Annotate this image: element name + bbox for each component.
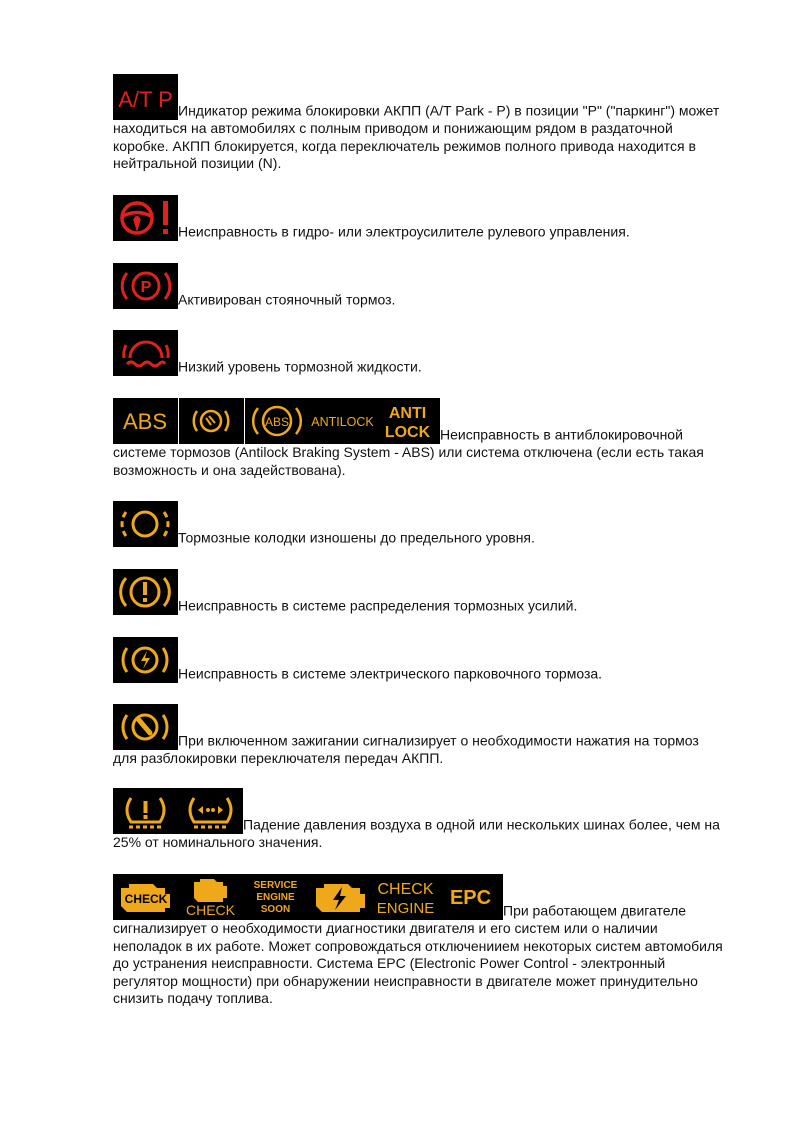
abs-skid-icon [179,398,244,444]
entry-text: Неисправность в системе электрического парковочного тормоза. [178,665,603,682]
tire-pressure-icon [113,788,178,834]
check-solid-label: CHECK [185,902,236,918]
entry-text: При работающем двигателе сигнализирует о необходимости диагностики двигателя и его систем или о наличии неполадок в их работе. Может сопровождаться отключениием некоторых систем автомобиля до устранения неисправности. Система EPC (Electronic Power Control - электронный регулятор мощности) при обнаружении неисправности в двигателе может принудительно снизить подачу топлива. [113,902,723,1006]
entry-brake-pads [113,501,725,547]
electric-parking-brake-icon [113,637,178,683]
entry-text: Неисправность в системе распределения тормозных усилий. [178,597,578,614]
engine-label: ENGINE [256,892,295,903]
entry-brake-distribution [113,569,725,615]
engine-text-label: ENGINE [376,900,435,917]
entry-text: Падение давления воздуха в одной или нескольких шинах более, чем на 25% от номинального значения. [113,816,720,850]
at-park-label: A/T P [118,87,173,112]
entry-at-park [113,74,725,173]
entry-brake-fluid [113,330,725,376]
lock-label: LOCK [384,424,431,441]
entry-parking-brake [113,263,725,309]
entry-text: При включенном зажигании сигнализирует о необходимости нажатия на тормоз для разблокировки переключателя передач АКПП. [113,732,699,766]
entry-text: Индикатор режима блокировки АКПП (A/T Park - P) в позиции "P" ("паркинг") может находиться на автомобилях с полным приводом и понижающим рядом в раздаточной коробке. АКПП блокируется, когда переключатель режимов полного привода находится в нейтральной позиции (N). [113,102,720,171]
entry-electric-parking-brake [113,637,725,683]
anti-label: ANTI [388,405,427,422]
entry-abs [113,398,725,479]
brake-pad-wear-icon [113,501,178,547]
entry-power-steering [113,195,725,241]
check-outline-label: CHECK [124,892,168,906]
antilock-text-icon [310,398,375,444]
antilock-label: ANTILOCK [311,415,374,429]
epc-icon [438,874,503,920]
entry-text: Неисправность в гидро- или электроусилителе рулевого управления. [178,223,630,240]
entry-text: Низкий уровень тормозной жидкости. [178,358,422,375]
epc-label: EPC [449,887,492,909]
entry-tire-pressure [113,788,725,852]
svg-text:P: P [140,279,152,296]
check-label: CHECK [377,881,434,898]
at-park-icon [113,74,178,120]
press-brake-pedal-icon [113,704,178,750]
abs-circle-icon [245,398,310,444]
brake-fluid-level-icon [113,330,178,376]
service-label: SERVICE [253,880,298,891]
entry-press-brake [113,704,725,768]
check-engine-solid-icon [178,874,243,920]
entry-text: Неисправность в антиблокировочной системе тормозов (Antilock Braking System - ABS) или система отключена (если есть такая возможность и она задействована). [113,426,704,478]
anti-lock-text-icon [375,398,440,444]
abs-text-icon [113,398,178,444]
check-engine-outline-icon [113,874,178,920]
abs-label: ABS [122,409,168,434]
check-engine-text-icon [373,874,438,920]
tire-pressure-arrows-icon [178,788,243,834]
entry-text: Тормозные колодки изношены до предельного уровня. [178,529,535,546]
entry-check-engine [113,874,725,1008]
steering-wheel-warning-icon [113,195,178,241]
service-engine-soon-icon [243,874,308,920]
soon-label: SOON [260,904,291,915]
parking-brake-icon [113,263,178,309]
abs-circle-label: ABS [264,415,290,429]
brake-distribution-warning-icon [113,569,178,615]
entry-text: Активирован стояночный тормоз. [178,291,396,308]
engine-lightning-icon [308,874,373,920]
